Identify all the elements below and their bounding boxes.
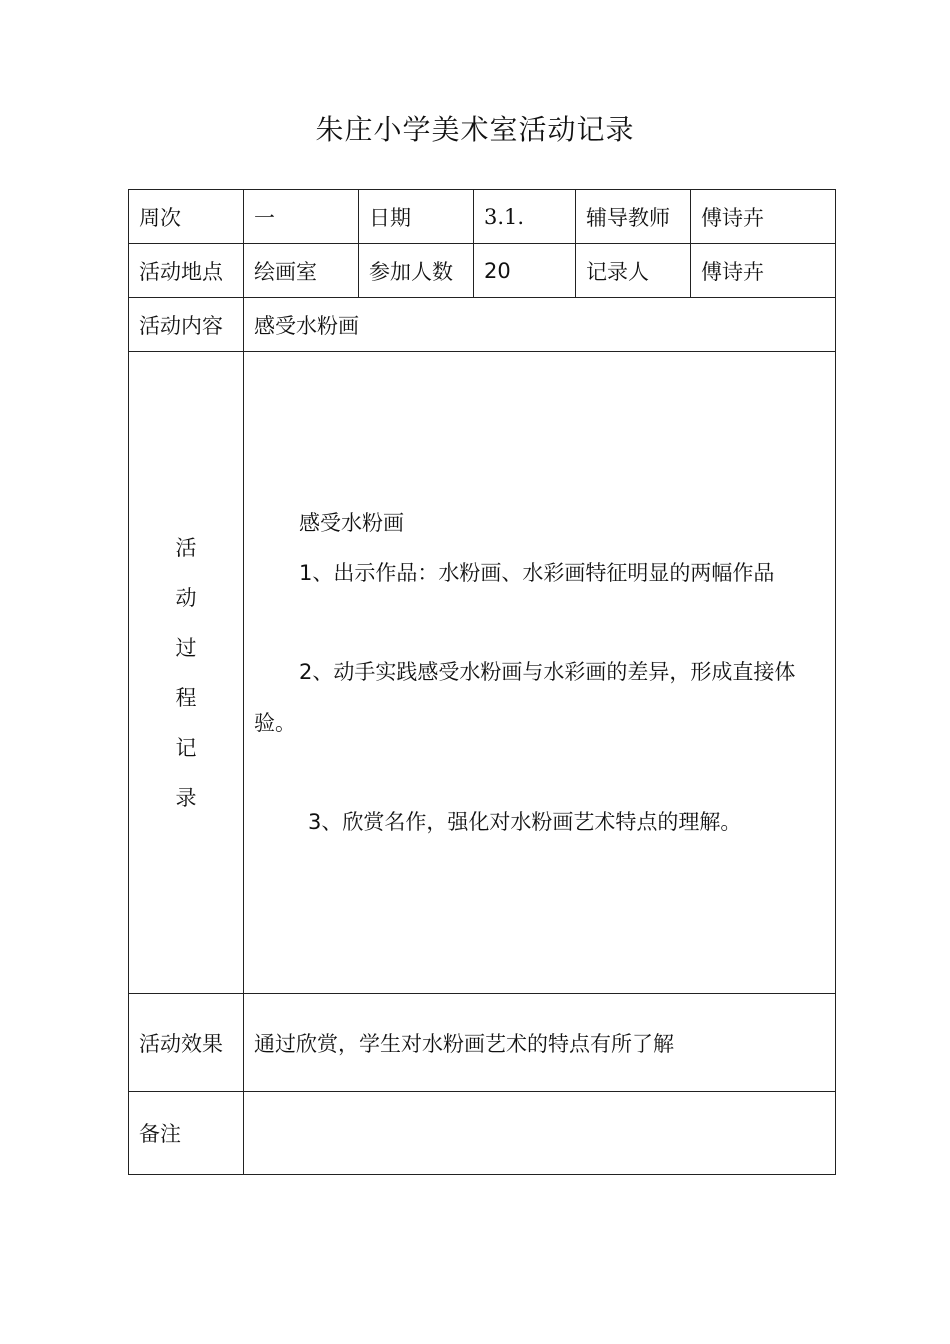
row-remark: [129, 1092, 836, 1175]
process-step-2-line-2: 验。: [254, 711, 296, 735]
process-heading: 感受水粉画: [299, 511, 404, 535]
week-label: 周次: [129, 190, 244, 244]
process-content: [244, 352, 836, 994]
process-label-char: 动: [175, 585, 197, 610]
date-label: 日期: [359, 190, 474, 244]
row-place-count-recorder: [129, 244, 836, 298]
count-value: 20: [474, 244, 576, 298]
process-label-char: 程: [175, 685, 197, 710]
row-content: [129, 298, 836, 352]
place-value: 绘画室: [244, 244, 359, 298]
activity-record-table: [128, 189, 836, 1175]
content-label: 活动内容: [129, 298, 244, 352]
row-effect: [129, 994, 836, 1092]
row-process: [129, 352, 836, 994]
process-step-1: 1、出示作品：水粉画、水彩画特征明显的两幅作品: [299, 561, 775, 585]
effect-value: 通过欣赏，学生对水粉画艺术的特点有所了解: [244, 994, 836, 1092]
teacher-value: 傅诗卉: [691, 190, 836, 244]
teacher-label: 辅导教师: [576, 190, 691, 244]
row-week-date-teacher: [129, 190, 836, 244]
process-label-char: 记: [175, 735, 197, 760]
place-label: 活动地点: [129, 244, 244, 298]
page-title: 朱庄小学美术室活动记录: [315, 113, 635, 146]
process-label-char: 活: [175, 535, 197, 560]
process-label-char: 过: [175, 635, 197, 660]
process-step-3: 3、欣赏名作，强化对水粉画艺术特点的理解。: [308, 810, 742, 834]
process-label: [129, 352, 244, 994]
process-step-2-line-1: 2、动手实践感受水粉画与水彩画的差异，形成直接体: [299, 660, 796, 684]
process-label-char: 录: [175, 785, 197, 810]
effect-label: 活动效果: [129, 994, 244, 1092]
remark-label: 备注: [129, 1092, 244, 1175]
content-value: 感受水粉画: [244, 298, 836, 352]
recorder-value: 傅诗卉: [691, 244, 836, 298]
week-value: 一: [244, 190, 359, 244]
remark-value: [244, 1092, 836, 1175]
date-value: 3.1.: [474, 190, 576, 244]
recorder-label: 记录人: [576, 244, 691, 298]
process-vertical-label: [129, 523, 243, 823]
count-label: 参加人数: [359, 244, 474, 298]
